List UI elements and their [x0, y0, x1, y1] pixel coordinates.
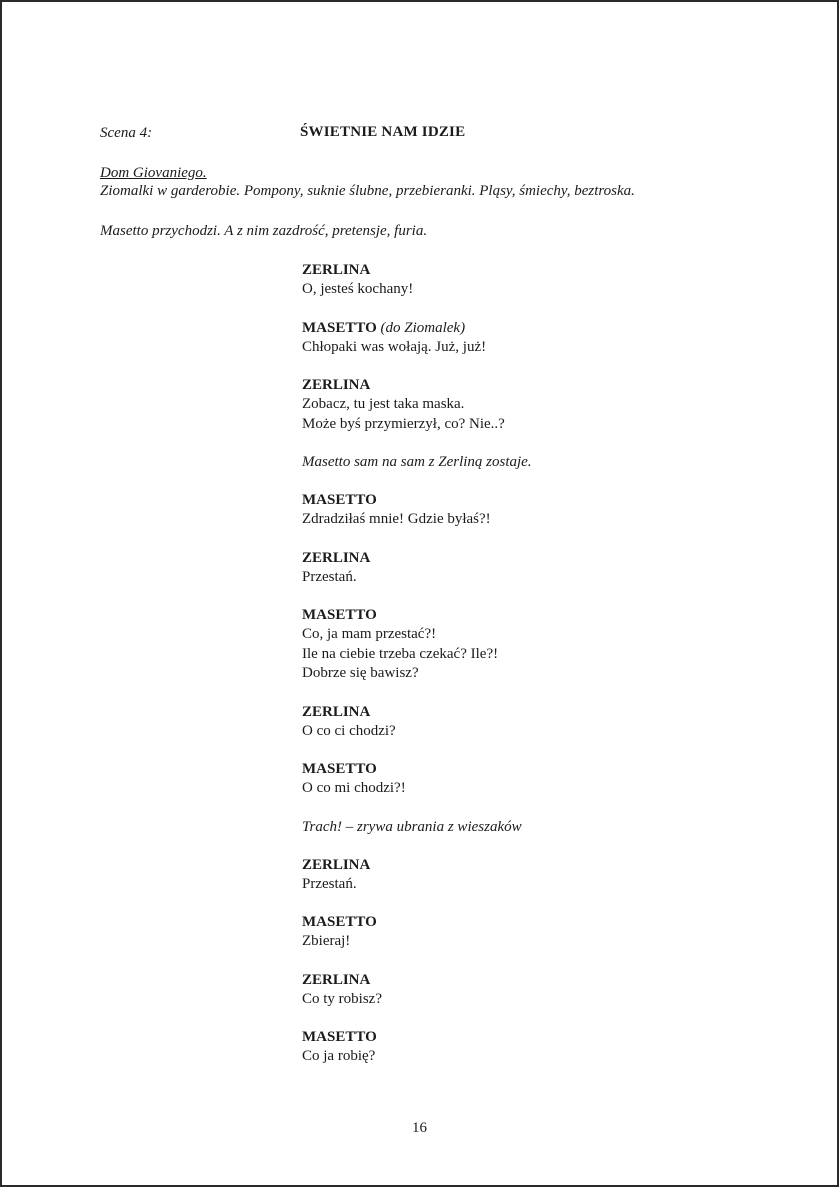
dialogue-line: Zdradziłaś mnie! Gdzie byłaś?! — [302, 511, 491, 527]
dialogue-line: Co ty robisz? — [302, 990, 382, 1007]
speaker-line — [302, 971, 722, 990]
dialogue-line: Przestań. — [302, 568, 357, 585]
speaker-name: ZERLINA — [302, 262, 371, 278]
stage-direction: Ziomalki w garderobie. Pompony, suknie ślubne, przebieranki. Pląsy, śmiechy, beztroska. — [100, 183, 635, 199]
speaker-line — [302, 319, 722, 338]
stage-direction: Trach! – zrywa ubrania z wieszaków — [302, 818, 522, 835]
dialogue-line: Co, ja mam przestać?! — [302, 626, 437, 642]
speaker-name: ZERLINA — [302, 971, 371, 988]
dialogue-line: O co ci chodzi? — [302, 722, 396, 739]
dialogue-line: Przestań. — [302, 875, 357, 892]
dialogue-line: Zobacz, tu jest taka maska. — [302, 396, 465, 412]
speaker-line — [302, 913, 722, 932]
dialogue-block — [302, 261, 722, 300]
dialogue-line: Chłopaki was wołają. Już, już! — [302, 338, 487, 355]
dialogue-line: O co mi chodzi?! — [302, 780, 406, 796]
speaker-name: ZERLINA — [302, 377, 371, 393]
speaker-line — [302, 261, 722, 280]
dialogue-line: O, jesteś kochany! — [302, 281, 414, 297]
speaker-line — [302, 549, 722, 568]
speaker-line — [302, 703, 722, 722]
dialogue-section — [302, 261, 722, 1086]
dialogue-block — [302, 491, 722, 530]
scene-title: ŚWIETNIE NAM IDZIE — [300, 124, 466, 140]
dialogue-line: Dobrze się bawisz? — [302, 665, 419, 681]
speaker-name: MASETTO — [302, 761, 377, 777]
speaker-name: MASETTO — [302, 607, 377, 623]
stage-direction: Masetto sam na sam z Zerliną zostaje. — [302, 454, 532, 470]
speaker-line — [302, 760, 722, 779]
dialogue-block — [302, 319, 722, 358]
dialogue-block — [302, 1028, 722, 1067]
speaker-direction: (do Ziomalek) — [380, 319, 466, 336]
speaker-line — [302, 491, 722, 510]
dialogue-block — [302, 971, 722, 1010]
dialogue-block — [302, 760, 722, 799]
speaker-line — [302, 856, 722, 875]
speaker-line — [302, 606, 722, 625]
speaker-name: MASETTO — [302, 319, 377, 336]
dialogue-line: Ile na ciebie trzeba czekać? Ile?! — [302, 645, 499, 662]
scene-label: Scena 4: — [100, 125, 153, 141]
speaker-line — [302, 1028, 722, 1047]
dialogue-block — [302, 913, 722, 952]
dialogue-block — [302, 376, 722, 434]
dialogue-line: Zbieraj! — [302, 933, 351, 949]
stage-direction: Masetto przychodzi. A z nim zazdrość, pretensje, furia. — [100, 223, 428, 239]
speaker-line — [302, 376, 722, 395]
speaker-name: ZERLINA — [302, 549, 371, 566]
speaker-name: MASETTO — [302, 914, 377, 930]
dialogue-block — [302, 703, 722, 742]
dialogue-block — [302, 606, 722, 684]
scene-place: Dom Giovaniego. — [100, 165, 207, 181]
dialogue-block — [302, 549, 722, 588]
dialogue-line: Co ja robię? — [302, 1048, 376, 1064]
page-number: 16 — [412, 1120, 427, 1136]
speaker-name: MASETTO — [302, 492, 377, 508]
dialogue-line: Może byś przymierzył, co? Nie..? — [302, 415, 505, 432]
speaker-name: ZERLINA — [302, 856, 371, 873]
dialogue-block — [302, 856, 722, 895]
speaker-name: MASETTO — [302, 1029, 377, 1045]
speaker-name: ZERLINA — [302, 703, 371, 720]
